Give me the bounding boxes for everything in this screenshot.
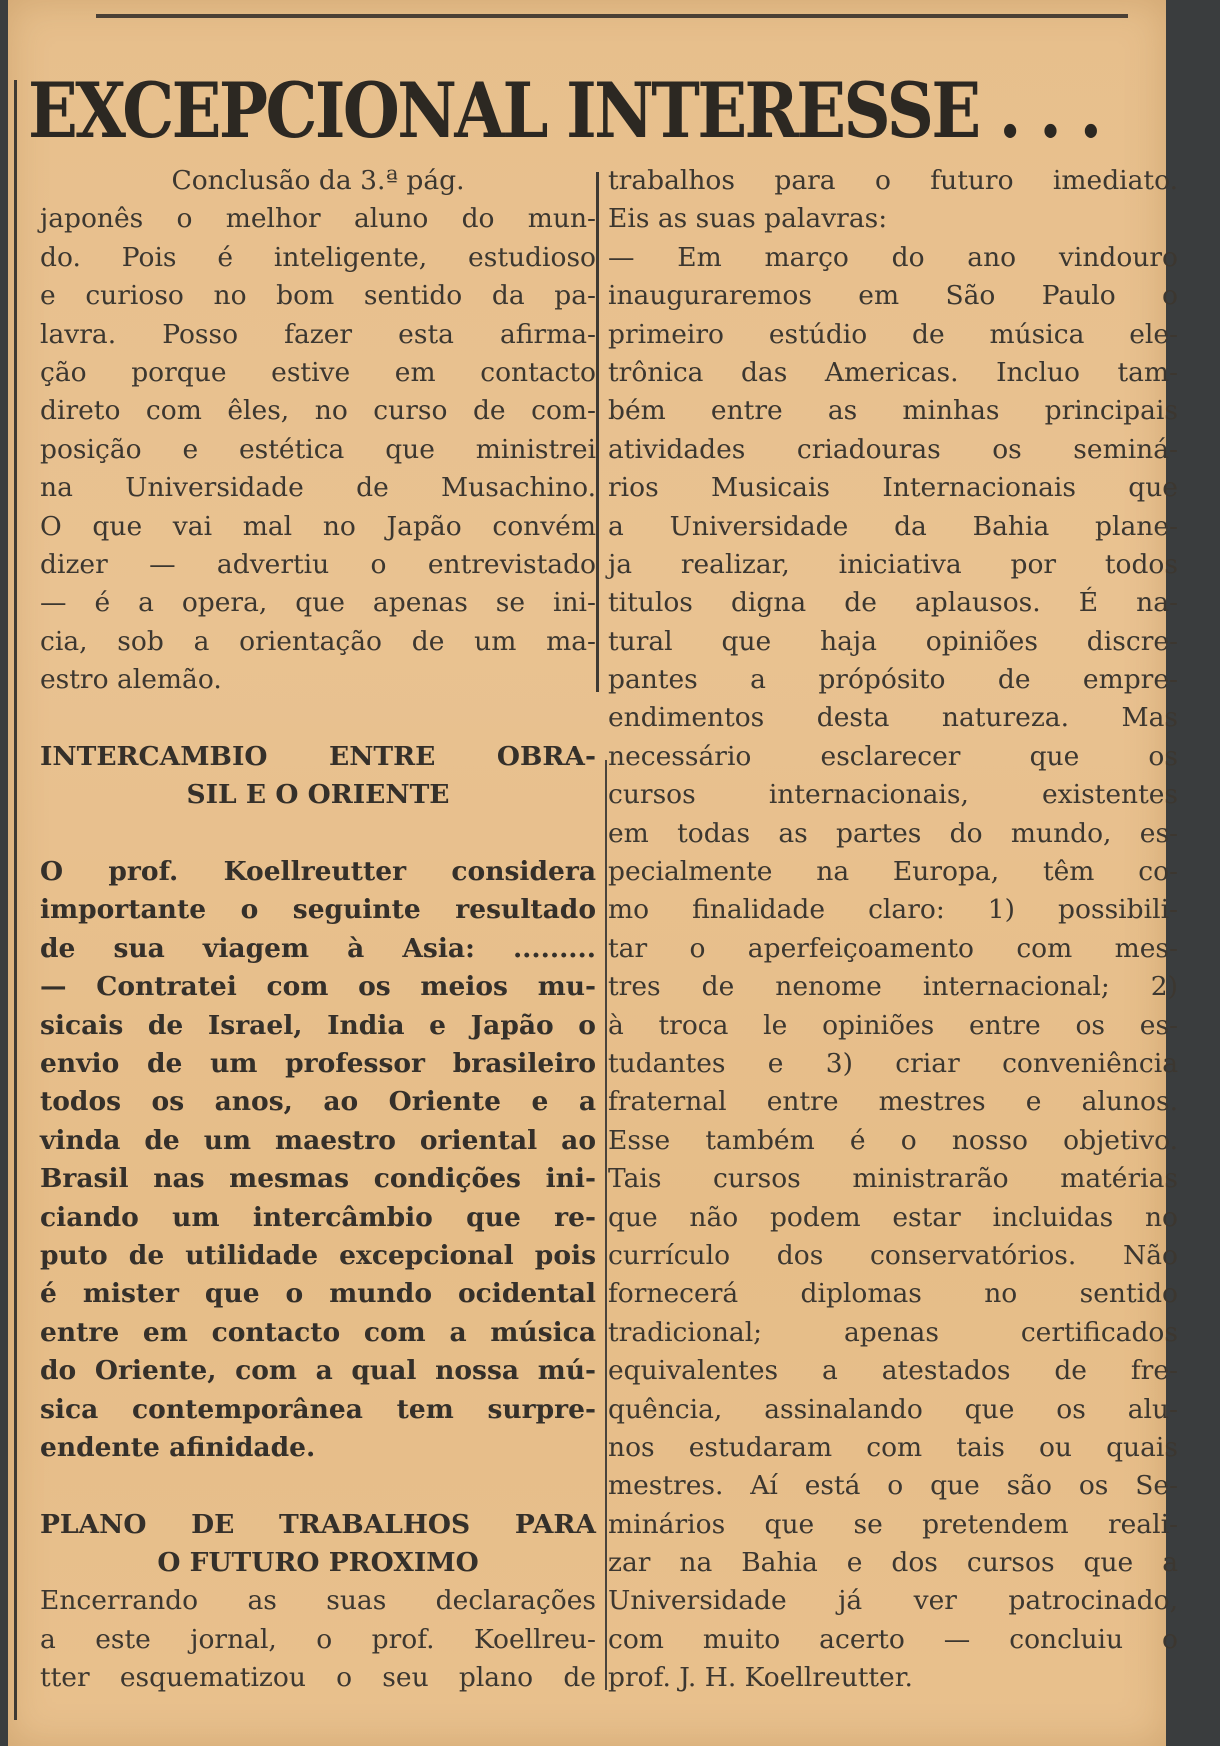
- body-line: quência, assinalando que os alu-: [608, 1393, 1178, 1425]
- body-line: na Universidade de Musachino.: [40, 472, 596, 504]
- body-line: ciando um intercâmbio que re-: [40, 1201, 596, 1233]
- body-line: trônica das Americas. Incluo tam-: [608, 356, 1178, 388]
- body-line: mo finalidade claro: 1) possibili-: [608, 894, 1178, 926]
- body-line: com muito acerto — concluiu o: [608, 1623, 1178, 1655]
- body-line: inauguraremos em São Paulo o: [608, 280, 1178, 312]
- subheading-line: INTERCAMBIO ENTRE OBRA-: [40, 740, 596, 772]
- column-divider-lower: [605, 760, 607, 1690]
- body-line: — é a opera, que apenas se ini-: [40, 587, 596, 619]
- body-line: do. Pois é inteligente, estudioso: [40, 241, 596, 273]
- body-line: O que vai mal no Japão convém: [40, 510, 596, 542]
- body-line: todos os anos, ao Oriente e a: [40, 1086, 596, 1118]
- body-line: bém entre as minhas principais: [608, 395, 1178, 427]
- body-line: fraternal entre mestres e alunos.: [608, 1086, 1178, 1118]
- body-line: mestres. Aí está o que são os Se-: [608, 1470, 1178, 1502]
- body-line: tradicional; apenas certificados: [608, 1316, 1178, 1348]
- body-line: tar o aperfeiçoamento com mes-: [608, 932, 1178, 964]
- right-column: [608, 162, 1178, 1698]
- body-line: dizer — advertiu o entrevistado: [40, 548, 596, 580]
- body-line: ja realizar, iniciativa por todos: [608, 548, 1178, 580]
- body-line: Eis as suas palavras:: [608, 203, 888, 235]
- body-line: ção porque estive em contacto: [40, 356, 596, 388]
- body-line: envio de um professor brasileiro: [40, 1047, 596, 1079]
- body-line: titulos digna de aplausos. É na-: [608, 587, 1178, 619]
- headline: EXCEPCIONAL INTERESSE . . .: [28, 66, 1100, 155]
- left-column: [40, 162, 596, 1698]
- continuation-note: Conclusão da 3.ª pág.: [171, 165, 465, 196]
- body-line: trabalhos para o futuro imediato.: [608, 165, 1178, 196]
- subheading-line: O FUTURO PROXIMO: [157, 1547, 479, 1579]
- body-line: rios Musicais Internacionais que: [608, 472, 1178, 504]
- body-line: à troca le opiniões entre os es-: [608, 1009, 1178, 1041]
- body-line: a este jornal, o prof. Koellreu-: [40, 1623, 596, 1655]
- body-line: — Contratei com os meios mu-: [40, 971, 596, 1003]
- body-line: estro alemão.: [40, 664, 222, 696]
- body-line: endimentos desta natureza. Mas: [608, 702, 1178, 734]
- body-line: nos estudaram com tais ou quais: [608, 1431, 1178, 1463]
- body-line: cia, sob a orientação de um ma-: [40, 625, 596, 657]
- body-line: pecialmente na Europa, têm co-: [608, 856, 1178, 888]
- body-line: O prof. Koellreutter considera: [40, 856, 596, 888]
- body-line: zar na Bahia e dos cursos que a: [608, 1547, 1178, 1579]
- body-line: cursos internacionais, existentes: [608, 779, 1178, 811]
- body-line: tudantes e 3) criar conveniência: [608, 1047, 1178, 1079]
- newspaper-clipping: [8, 0, 1178, 1746]
- body-line: Brasil nas mesmas condições ini-: [40, 1163, 596, 1195]
- body-line: é mister que o mundo ocidental: [40, 1278, 596, 1310]
- body-line: Encerrando as suas declarações: [40, 1585, 596, 1617]
- body-line: Tais cursos ministrarão matérias: [608, 1163, 1178, 1195]
- left-border-rule: [14, 80, 17, 1720]
- body-line: atividades criadouras os seminá-: [608, 433, 1178, 465]
- body-line: entre em contacto com a música: [40, 1316, 596, 1348]
- body-line: do Oriente, com a qual nossa mú-: [40, 1355, 596, 1387]
- body-line: tres de nenome internacional; 2): [608, 971, 1178, 1003]
- body-line: minários que se pretendem reali-: [608, 1508, 1178, 1540]
- body-line: importante o seguinte resultado: [40, 894, 596, 926]
- body-line: japonês o melhor aluno do mun-: [40, 203, 596, 235]
- body-line: equivalentes a atestados de fre-: [608, 1355, 1178, 1387]
- body-line: Universidade já ver patrocinado,: [608, 1585, 1178, 1617]
- spacer: [40, 815, 596, 853]
- body-line: Esse também é o nosso objetivo.: [608, 1124, 1178, 1156]
- body-line: a Universidade da Bahia plane-: [608, 510, 1178, 542]
- subheading-line: PLANO DE TRABALHOS PARA: [40, 1508, 596, 1540]
- body-line: puto de utilidade excepcional pois: [40, 1239, 596, 1271]
- column-divider-upper: [596, 172, 599, 692]
- body-line: lavra. Posso fazer esta afirma-: [40, 318, 596, 350]
- body-line: prof. J. H. Koellreutter.: [608, 1662, 913, 1694]
- body-line: currículo dos conservatórios. Não: [608, 1239, 1178, 1271]
- body-line: de sua viagem à Asia: .........: [40, 932, 596, 964]
- spacer: [40, 699, 596, 737]
- body-line: tter esquematizou o seu plano de: [40, 1662, 596, 1694]
- body-line: tural que haja opiniões discre-: [608, 625, 1178, 657]
- body-line: fornecerá diplomas no sentido: [608, 1278, 1178, 1310]
- body-line: direto com êles, no curso de com-: [40, 395, 596, 427]
- body-line: sicais de Israel, India e Japão o: [40, 1009, 596, 1041]
- body-line: que não podem estar incluidas no: [608, 1201, 1178, 1233]
- body-line: endente afinidade.: [40, 1431, 316, 1463]
- body-line: sica contemporânea tem surpre-: [40, 1393, 596, 1425]
- body-line: pantes a própósito de empre-: [608, 664, 1178, 696]
- body-line: primeiro estúdio de música ele-: [608, 318, 1178, 350]
- body-line: vinda de um maestro oriental ao: [40, 1124, 596, 1156]
- body-line: posição e estética que ministrei: [40, 433, 596, 465]
- subheading-line: SIL E O ORIENTE: [186, 779, 450, 811]
- body-line: em todas as partes do mundo, es-: [608, 817, 1178, 849]
- body-line: — Em março do ano vindouro: [608, 241, 1178, 273]
- top-rule: [96, 14, 1128, 18]
- body-line: necessário esclarecer que os: [608, 740, 1178, 772]
- spacer: [40, 1467, 596, 1505]
- body-line: e curioso no bom sentido da pa-: [40, 280, 596, 312]
